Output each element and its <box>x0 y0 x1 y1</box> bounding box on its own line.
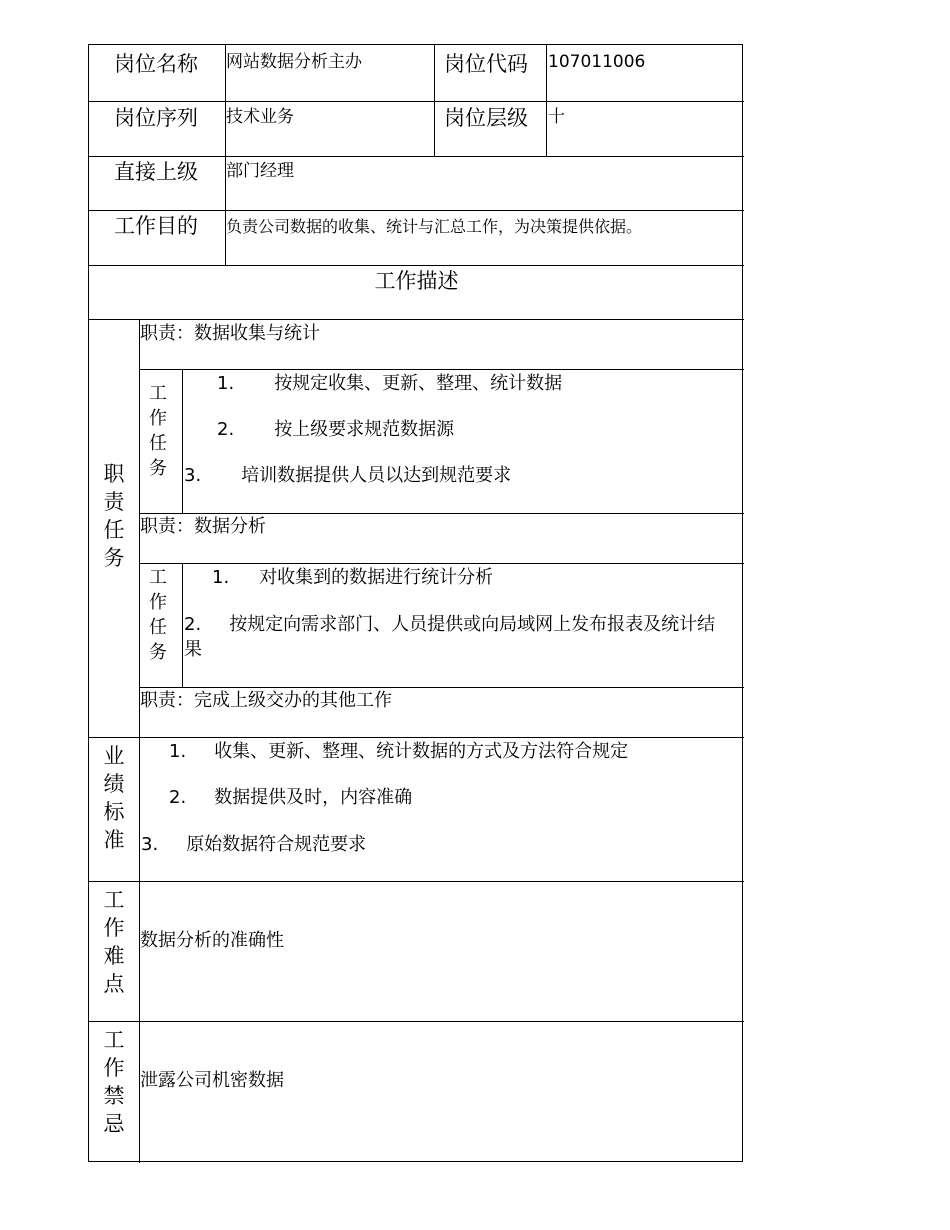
row-divider <box>89 737 744 738</box>
row-divider <box>89 881 744 882</box>
task-number: 2. <box>217 419 235 440</box>
duty-title: 职责：完成上级交办的其他工作 <box>140 690 392 711</box>
item-number: 1. <box>169 741 187 762</box>
task-number: 3. <box>184 465 202 486</box>
performance-label: 业绩标准 <box>103 744 125 852</box>
duties-section-label: 职责任务 <box>103 462 125 570</box>
position-series-value: 技术业务 <box>226 107 294 127</box>
position-series-label: 岗位序列 <box>114 106 198 130</box>
purpose-label: 工作目的 <box>114 214 198 238</box>
position-level-label: 岗位层级 <box>444 106 528 130</box>
position-name-value: 网站数据分析主办 <box>226 52 362 72</box>
performance-item <box>169 787 412 809</box>
row-divider <box>140 687 744 688</box>
row-divider <box>89 156 744 157</box>
task-text-continuation: 果 <box>184 639 202 660</box>
task-text: 按规定收集、更新、整理、统计数据 <box>274 373 563 394</box>
row-divider <box>140 369 744 370</box>
col-divider <box>139 319 140 1163</box>
task-text: 对收集到的数据进行统计分析 <box>259 567 494 588</box>
prohibition-text: 泄露公司机密数据 <box>140 1070 284 1091</box>
item-text: 数据提供及时，内容准确 <box>214 787 413 808</box>
position-code-value: 107011006 <box>548 52 646 72</box>
task-item <box>212 567 493 589</box>
position-level-value: 十 <box>548 107 565 127</box>
task-number: 1. <box>217 373 235 394</box>
difficulty-text: 数据分析的准确性 <box>140 930 284 951</box>
position-name-label: 岗位名称 <box>114 52 198 76</box>
row-divider <box>140 563 744 564</box>
col-divider <box>434 45 435 156</box>
item-text: 收集、更新、整理、统计数据的方式及方法符合规定 <box>214 741 629 762</box>
task-item <box>184 465 511 487</box>
row-divider <box>89 210 744 211</box>
row-divider <box>140 513 744 514</box>
col-divider <box>182 369 183 513</box>
purpose-value: 负责公司数据的收集、统计与汇总工作，为决策提供依据。 <box>226 217 643 236</box>
task-text: 按上级要求规范数据源 <box>274 419 455 440</box>
item-text: 原始数据符合规范要求 <box>186 834 367 855</box>
task-item <box>184 614 715 636</box>
duty-title: 职责：数据分析 <box>140 516 266 537</box>
row-divider <box>89 265 744 266</box>
prohibition-label: 工作禁忌 <box>103 1028 125 1136</box>
work-task-label: 工作任务 <box>149 383 167 479</box>
performance-item <box>141 834 366 856</box>
task-text: 培训数据提供人员以达到规范要求 <box>241 465 512 486</box>
difficulty-label: 工作难点 <box>103 888 125 996</box>
row-divider <box>89 319 744 320</box>
task-text: 按规定向需求部门、人员提供或向局域网上发布报表及统计结 <box>229 614 716 635</box>
job-description-table <box>88 44 743 1162</box>
performance-item <box>169 741 628 763</box>
supervisor-value: 部门经理 <box>226 161 294 181</box>
position-code-label: 岗位代码 <box>444 52 528 76</box>
task-number: 2. <box>184 614 202 635</box>
work-task-label: 工作任务 <box>149 567 167 663</box>
row-divider <box>89 101 744 102</box>
item-number: 2. <box>169 787 187 808</box>
supervisor-label: 直接上级 <box>114 160 198 184</box>
task-item <box>217 419 454 441</box>
task-item <box>217 373 562 395</box>
work-description-title: 工作描述 <box>374 269 459 293</box>
item-number: 3. <box>141 834 159 855</box>
row-divider <box>89 1021 744 1022</box>
task-number: 1. <box>212 567 230 588</box>
duty-title: 职责：数据收集与统计 <box>140 323 320 344</box>
